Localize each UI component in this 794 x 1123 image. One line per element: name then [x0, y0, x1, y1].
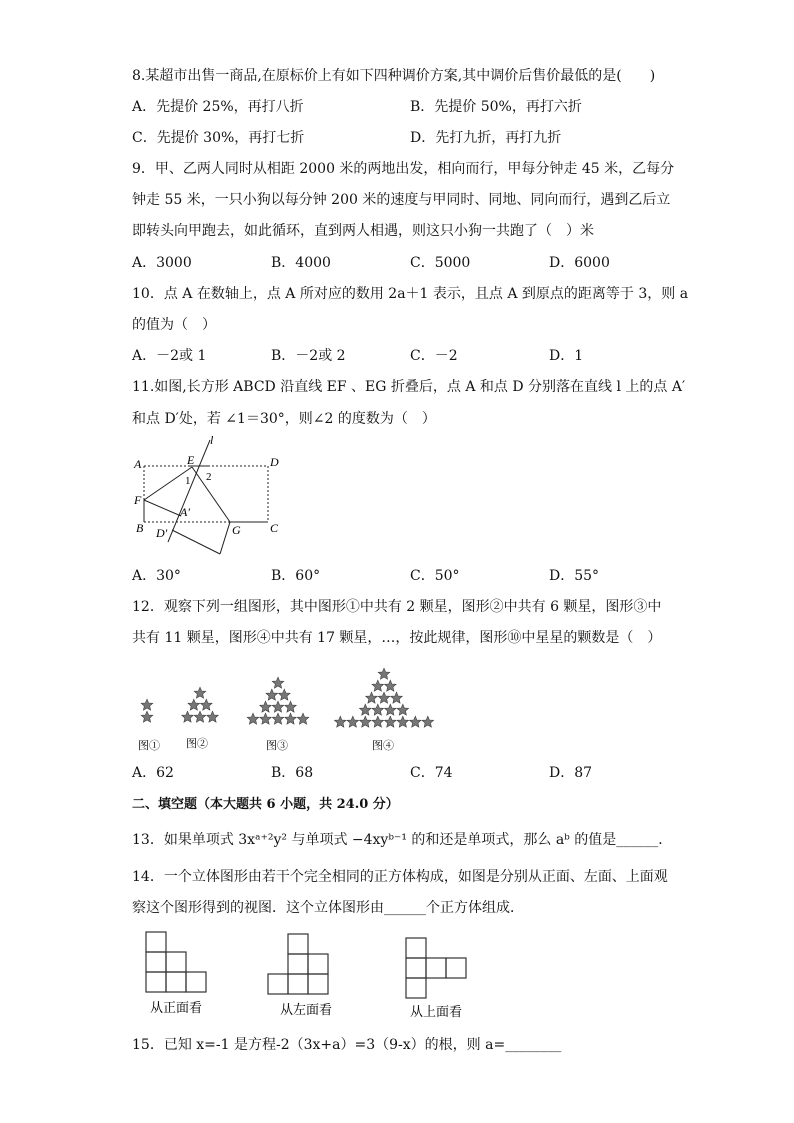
q12-option-b: B．68 [271, 765, 314, 781]
q12-option-d: D．87 [549, 765, 593, 781]
q8-option-c: C．先提价 30%，再打七折 [132, 130, 305, 146]
star-icon [409, 716, 421, 727]
q11-option-a: A．30° [132, 568, 181, 584]
star-icon [285, 701, 297, 712]
q11-line-1: 11.如图,长方形 ABCD 沿直线 EF 、EG 折叠后，点 A 和点 D 分别落在直线 l 上的点 A′ [132, 379, 686, 395]
q14-view-front-caption: 从正面看 [150, 1000, 203, 1015]
star-icon [266, 689, 278, 700]
q10-option-b: B．－2或 2 [271, 348, 346, 364]
q12-line-2: 共有 11 颗星，图形④中共有 17 颗星，…，按此规律，图形⑩中星星的颗数是（ ） [132, 630, 662, 646]
star-icon [334, 716, 346, 727]
q8-option-b: B．先提价 50%，再打六折 [410, 99, 582, 115]
star-icon [378, 668, 390, 679]
star-icon [384, 704, 396, 715]
q12-option-a: A．62 [132, 765, 174, 781]
q11-option-c: C．50° [410, 568, 460, 584]
star-icon [272, 713, 284, 724]
star-icon [194, 687, 206, 698]
q8-option-a: A．先提价 25%，再打八折 [132, 99, 304, 115]
star-icon [200, 699, 212, 710]
star-icon [378, 692, 390, 703]
q9-option-a: A．3000 [132, 255, 192, 271]
star-icon [285, 713, 297, 724]
star-icon [272, 677, 284, 688]
star-icon [384, 680, 396, 691]
q9-option-d: D．6000 [549, 255, 610, 271]
star-icon [194, 711, 206, 722]
star-icon [141, 699, 153, 710]
star-icon [247, 713, 259, 724]
q8-stem: 8.某超市出售一商品,在原标价上有如下四种调价方案,其中调价后售价最低的是( ) [132, 68, 656, 84]
star-icon [260, 713, 272, 724]
q12-caption-1: 图① [138, 740, 160, 752]
q11-label-l: l [210, 434, 214, 447]
q11-label-e: E [187, 453, 195, 467]
q12-caption-4: 图④ [372, 740, 394, 752]
q12-star-pattern-figure [130, 655, 450, 755]
q13-text: 13．如果单项式 3xᵃ⁺²y² 与单项式 −4xyᵇ⁻¹ 的和还是单项式，那么 aᵇ 的值是______． [132, 832, 673, 848]
q10-option-c: C．－2 [410, 348, 458, 364]
q12-caption-2: 图② [186, 738, 208, 750]
star-icon [372, 704, 384, 715]
star-icon [188, 699, 200, 710]
q10-option-d: D．1 [549, 348, 584, 364]
star-icon [366, 692, 378, 703]
star-icon [391, 692, 403, 703]
star-icon [272, 701, 284, 712]
q11-label-2: 2 [206, 471, 212, 483]
q10-line-2: 的值为（ ） [132, 317, 216, 333]
q12-caption-3: 图③ [266, 740, 288, 752]
q9-option-c: C．5000 [410, 255, 471, 271]
star-icon [359, 716, 371, 727]
star-icon [182, 711, 194, 722]
q10-line-1: 10．点 A 在数轴上，点 A 所对应的数用 2a＋1 表示，且点 A 到原点的距离等于 3，则 a [132, 286, 689, 302]
section-heading-fill-in: 二、填空题（本大题共 6 小题，共 24.0 分） [132, 797, 399, 812]
q11-label-d: D [270, 455, 279, 469]
q14-line-1: 14．一个立体图形由若干个完全相同的正方体构成，如图是分别从正面、左面、上面观 [132, 869, 668, 885]
star-icon [260, 701, 272, 712]
q11-label-a: A [134, 457, 142, 471]
star-icon [397, 716, 409, 727]
q9-line-3: 即转头向甲跑去，如此循环，直到两人相遇，则这只小狗一共跑了（ ）米 [132, 223, 594, 239]
q14-line-2: 察这个图形得到的视图．这个立体图形由______个正方体组成． [132, 900, 524, 916]
q14-view-top-caption: 从上面看 [410, 1004, 463, 1019]
q11-rectangle-fold-figure [130, 434, 290, 564]
q12-line-1: 12．观察下列一组图形，其中图形①中共有 2 颗星，图形②中共有 6 颗星，图形③中 [132, 599, 662, 615]
q11-label-a-prime: A′ [180, 505, 190, 519]
q15-text: 15．已知 x=-1 是方程-2（3x+a）=3（9-x）的根，则 a=________ [132, 1037, 562, 1053]
q14-three-views-figure [140, 928, 480, 1020]
q11-label-g: G [232, 523, 241, 537]
q11-label-f: F [134, 493, 142, 507]
q11-label-c: C [270, 521, 279, 535]
q14-view-left-caption: 从左面看 [280, 1002, 333, 1017]
star-icon [359, 704, 371, 715]
star-icon [384, 716, 396, 727]
q11-label-d-prime: D′ [156, 526, 168, 540]
star-icon [347, 716, 359, 727]
star-icon [397, 704, 409, 715]
q9-line-2: 钟走 55 米，一只小狗以每分钟 200 米的速度与甲同时、同地、同向而行，遇到乙后立 [132, 192, 671, 208]
q9-line-1: 9．甲、乙两人同时从相距 2000 米的两地出发，相向而行，甲每分钟走 45 米，乙每分 [132, 161, 675, 177]
q11-option-d: D．55° [549, 568, 600, 584]
star-icon [207, 711, 219, 722]
star-icon [372, 680, 384, 691]
q11-line-2: 和点 D′处，若 ∠1＝30°，则∠2 的度数为（ ） [132, 411, 436, 427]
star-icon [141, 711, 153, 722]
q9-option-b: B．4000 [271, 255, 331, 271]
q12-option-c: C．74 [410, 765, 453, 781]
q8-option-d: D．先打九折，再打九折 [410, 130, 562, 146]
star-icon [278, 689, 290, 700]
star-icon [372, 716, 384, 727]
q10-option-a: A．－2或 1 [132, 348, 207, 364]
q11-option-b: B．60° [271, 568, 321, 584]
q11-label-b: B [136, 521, 144, 535]
star-icon [422, 716, 434, 727]
q11-label-1: 1 [185, 475, 191, 487]
star-icon [297, 713, 309, 724]
